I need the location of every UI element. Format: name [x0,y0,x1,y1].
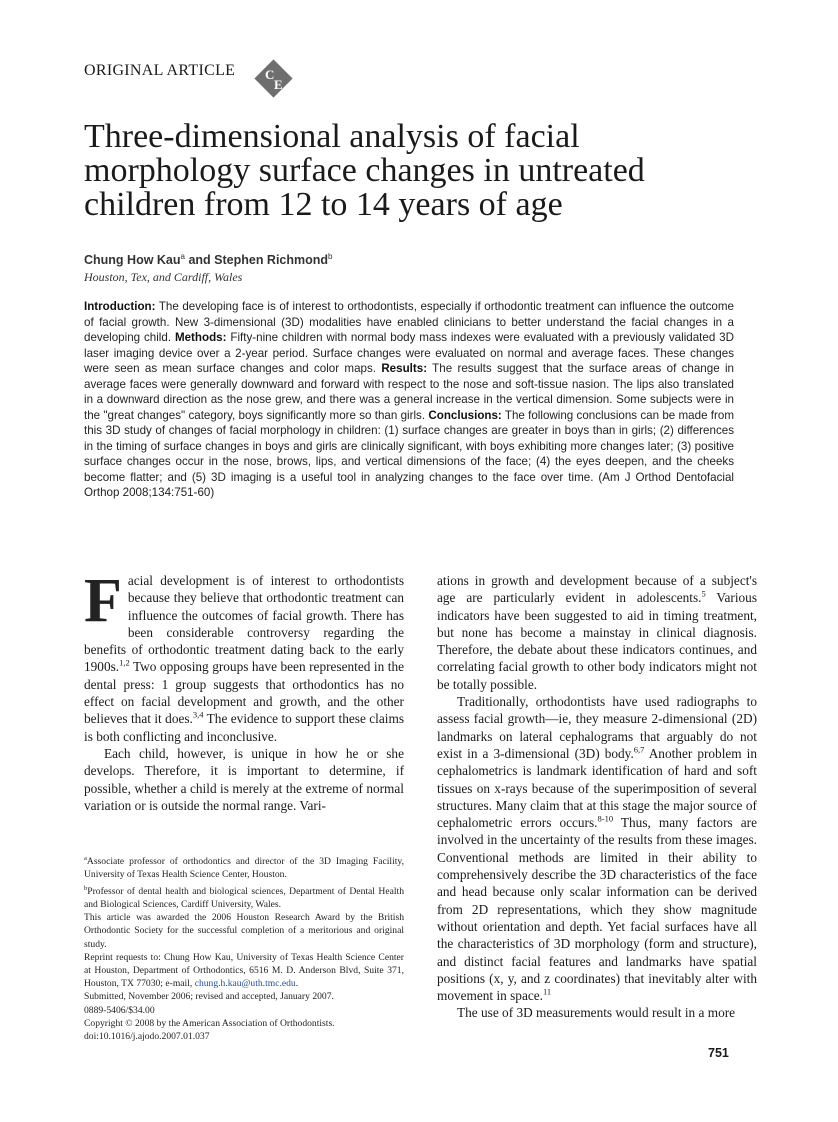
author-name: Chung How Kau [84,253,181,268]
body-paragraph [437,693,757,1004]
abstract [84,299,734,501]
body-column-right [437,572,757,1022]
footnote-text: Associate professor of orthodontics and director of the 3D Imaging Facility, University of Texas Health Science Center, Houston. [84,856,404,881]
section-label: ORIGINAL ARTICLE [84,62,236,79]
abstract-label-conclusions: Conclusions: [428,408,502,422]
abstract-introduction: The developing face is of interest to orthodontists, especially if orthodontic treatment can influence the outcome of facial growth. New 3-dimensional (3D) modalities have enabled clinicians to better understand the facial changes in a developing child. [84,300,734,344]
abstract-label-results: Results: [381,362,428,375]
citation-ref[interactable]: 6,7 [633,744,645,755]
footnotes [84,852,404,1043]
ce-credit-diamond-icon [255,60,293,98]
footnote-affiliation-b [84,882,404,912]
body-paragraph: Each child, however, is unique in how he or she develops. Therefore, it is important to determine, if possible, whether a child is merely at the extreme of normal variation or is outside the normal range. Vari- [84,745,404,813]
footnote-marker: a [84,855,87,862]
citation-ref[interactable]: 11 [542,986,552,997]
footnote-text: . [295,978,299,990]
author-line [84,252,333,267]
body-text: acial development is of interest to orthodontists because they believe that orthodontic treatment can influence the outcomes of facial growth. There has been considerable controversy regarding the benefits of orthodontic treatment dating back to the early 1900s. [84,573,404,675]
author-location: Houston, Tex, and Cardiff, Wales [84,270,243,284]
affiliation-marker: b [328,252,333,261]
author-joiner: and [184,253,215,268]
footnote-issn: 0889-5406/$34.00 [84,1004,155,1016]
citation-ref[interactable]: 5 [701,588,706,599]
citation-ref[interactable]: 3,4 [192,709,204,720]
footnote-affiliation-a [84,852,404,882]
footnote-text: Professor of dental health and biological sciences, Department of Dental Health and Biological Sciences, Cardiff University, Wales. [84,885,404,910]
badge-letter-e: E [274,77,283,92]
author-name: Stephen Richmond [214,253,329,268]
body-paragraph: The use of 3D measurements would result in a more [457,1005,736,1021]
footnote-reprint [84,951,404,991]
page-number: 751 [708,1046,729,1060]
abstract-methods: Fifty-nine children with normal body mass indexes were evaluated with a previously validated 3D laser imaging device over a 2-year period. Surface changes were evaluated on normal and average faces. These changes were seen as mean surface changes and color maps. [84,331,734,375]
footnote-copyright: Copyright © 2008 by the American Association of Orthodontists. [84,1017,335,1029]
body-paragraph [437,572,757,693]
body-text: The evidence to support these claims is both conflicting and inconclusive. [84,711,404,744]
body-text: Two opposing groups have been represented in the dental press: 1 group suggests that orthodontics has no effect on facial development and growth, and the other believes that it does. [84,659,404,727]
drop-cap: F [84,567,122,635]
body-text: Various indicators have been suggested to aid in timing treatment, but none has become a mainstay in clinical diagnosis. Therefore, the debate about these indicators continues, and correlating facial growth to other body indicators might not be totally possible. [437,590,757,692]
citation-ref[interactable]: 8-10 [597,813,614,824]
footnote-text: Reprint requests to: Chung How Kau, University of Texas Health Science Center at Houston, Department of Orthodontics, 6516 M. D. Anderson Blvd, Suite 371, Houston, TX 77030; e-mail, [84,951,404,990]
affiliation-marker: a [180,252,185,261]
article-title: Three-dimensional analysis of facial morphology surface changes in untreated children from 12 to 14 years of age [84,118,645,223]
footnote-submitted: Submitted, November 2006; revised and accepted, January 2007. [84,991,334,1003]
body-text: Traditionally, orthodontists have used radiographs to assess facial growth—ie, they measure 2-dimensional (2D) landmarks on lateral cephalograms that arguably do not exist in a 3-dimensional (3D) body. [437,694,757,761]
body-text: Thus, many factors are involved in the uncertainty of the results from these images. Conventional methods are limited in their ability to comprehensively describe the 3D characteristics of the face and head because only scalar information can be derived from 2D representations, which they show magnitude without orientation and depth. Yet facial surfaces have all the characteristics of 3D morphology (form and structure), and distinct facial features and landmarks have spatial positions (x, y, and z coordinates) that inevitably alter with movement in space. [437,815,757,1004]
citation-ref[interactable]: 1,2 [119,658,130,669]
badge-letter-c: C [265,67,275,82]
body-column-left [84,567,404,814]
abstract-results: The results suggest that the surface areas of change in average faces were generally downward and forward with respect to the nose and soft-tissue nasion. The lips also translated in a downward direction as the nose grew, and there was a general increase in the vertical dimension. Some subjects were in the "great changes" category, boys significantly more so than girls. [84,362,734,422]
email-link[interactable]: chung.h.kau@uth.tmc.edu [194,978,296,990]
footnote-award: This article was awarded the 2006 Houston Research Award by the British Orthodontic Society for the successful completion of a meritorious and original study. [84,912,404,950]
body-text: Another problem in cephalometrics is landmark identification of hard and soft tissues on x-rays because of the superimposition of several structures. Many claim that at this stage the major source of cephalometric errors occurs. [437,745,758,831]
abstract-label-introduction: Introduction: [84,300,156,313]
footnote-marker: b [84,884,88,892]
footnote-doi[interactable]: doi:10.1016/j.ajodo.2007.01.037 [84,1031,210,1043]
abstract-label-methods: Methods: [174,331,227,344]
abstract-conclusions: The following conclusions can be made from this 3D study of changes of facial morphology in children: (1) surface changes are greater in boys than in girls; (2) differences in the timing of surface changes in boys and girls are clinically significant, with boys exhibiting more changes later; (3) positive surface changes occur in the nose, brows, lips, and vertical dimensions of the face; (4) the eyes deepen, and the cheeks become flatter; and (5) 3D imaging is a useful tool in analyzing changes to the face over time. (Am J Orthod Dentofacial Orthop 2008;134:751-60) [84,408,734,499]
body-text: ations in growth and development because of a subject's age are particularly evident in adolescents. [437,573,757,606]
body-paragraph [84,567,404,745]
